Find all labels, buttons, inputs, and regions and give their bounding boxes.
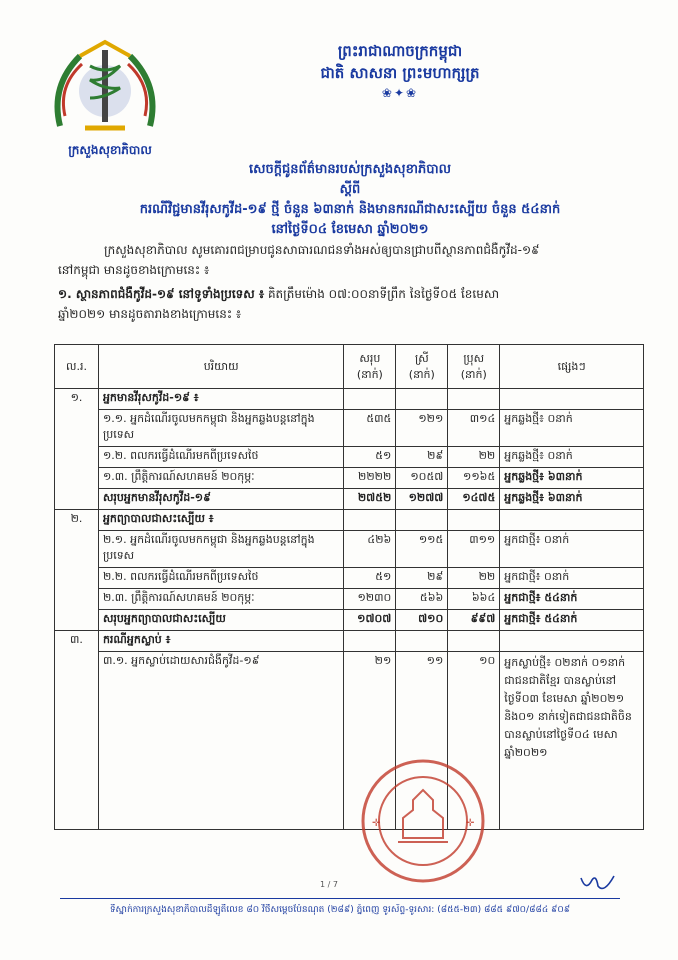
row-desc: ២.៣. ព្រឹត្តិការណ៍សហគមន៍ ២០កុម្ភៈ	[98, 589, 343, 610]
table-row	[55, 510, 644, 531]
row-desc: ១.២. ពលករធ្វើដំណើរមកពីប្រទេសថៃ	[98, 447, 343, 468]
header-no: ល.រ.	[55, 345, 99, 389]
row-male: ១០	[448, 652, 500, 830]
table-row	[55, 589, 644, 610]
row-total: ១២៣០	[344, 589, 396, 610]
ministry-label: ក្រសួងសុខាភិបាល	[68, 143, 152, 157]
sum-male: ៩៩៧	[448, 610, 500, 631]
table-row	[55, 652, 644, 830]
row-total: ៥៣៥	[344, 410, 396, 447]
svg-text:✛: ✛	[466, 818, 475, 829]
table-row	[55, 531, 644, 568]
row-male: ២២	[448, 568, 500, 589]
section-1-text-2: ឆ្នាំ២០២១ មានដូចតារាងខាងក្រោមនេះ ៖	[58, 307, 242, 321]
official-seal-icon	[358, 756, 488, 886]
title-line-4: នៅថ្ងៃទី០៤ ខែមេសា ឆ្នាំ២០២១	[271, 222, 429, 237]
sum-total: ១៧០៧	[344, 610, 396, 631]
row-total: ៤២៦	[344, 531, 396, 568]
kingdom-line: ព្រះរាជាណាចក្រកម្ពុជា	[337, 42, 463, 60]
title-line-2: ស្ដីពី	[339, 182, 361, 197]
row-female: ២៩	[396, 447, 448, 468]
row-desc: ១.១. អ្នកដំណើរចូលមកកម្ពុជា និងអ្នកឆ្លងបន្តនៅក្នុងប្រទេស	[98, 410, 343, 447]
group-2-no: ២.	[55, 510, 99, 631]
signature-icon	[578, 872, 618, 894]
row-desc: ៣.១. អ្នកស្លាប់ដោយសារជំងឺកូវីដ-១៩	[98, 652, 343, 830]
row-other: អ្នកឆ្លងថ្មី៖ ៦៣នាក់	[500, 468, 644, 489]
title-line-1: សេចក្ដីជូនព័ត៌មានរបស់ក្រសួងសុខាភិបាល	[249, 162, 451, 177]
table-sum-row	[55, 489, 644, 510]
ministry-emblem-icon	[40, 36, 170, 138]
sum-female: ១២៧៧	[396, 489, 448, 510]
table-row	[55, 468, 644, 489]
footer-address: ទីស្នាក់ការក្រសួងសុខាភិបាលដីឡូតិ៍លេខ ៨០ វិថីសម្ដេចប៉ែនណុត (២៨៩) ភ្នំពេញ ទូរស័ព្ទ-ទូរសារ: (៨៥៥-២៣) ៨៨៥ ៩៧០/៨៨៤ ៩០៩	[109, 905, 571, 915]
motto-line: ជាតិ សាសនា ព្រះមហាក្សត្រ	[320, 64, 480, 82]
row-desc: ១.៣. ព្រឹត្តិការណ៍សហគមន៍ ២០កុម្ភៈ	[98, 468, 343, 489]
row-male: ៦៦៤	[448, 589, 500, 610]
table-header-row	[55, 345, 644, 389]
header-total: សរុប (នាក់)	[344, 345, 396, 389]
footer-divider	[60, 898, 620, 899]
header-other: ផ្សេងៗ	[500, 345, 644, 389]
row-other: អ្នកជាថ្មី៖ ០នាក់	[500, 568, 644, 589]
row-total: ២២២២	[344, 468, 396, 489]
row-female: ២៩	[396, 568, 448, 589]
kingdom-heading	[240, 40, 560, 102]
header-description: បរិយាយ	[98, 345, 343, 389]
row-female: ១១	[396, 652, 448, 830]
row-desc: ២.១. អ្នកដំណើរចូលមកកម្ពុជា និងអ្នកឆ្លងបន្តនៅក្នុងប្រទេស	[98, 531, 343, 568]
row-male: ៣១១	[448, 531, 500, 568]
table-row	[55, 410, 644, 447]
sum-total: ២៧៥២	[344, 489, 396, 510]
row-male: ៣១៤	[448, 410, 500, 447]
row-female: ១១៥	[396, 531, 448, 568]
page-number: 1 / 7	[320, 880, 338, 889]
table-sum-row	[55, 610, 644, 631]
row-other: អ្នកជាថ្មី៖ ០នាក់	[500, 531, 644, 568]
sum-male: ១៤៧៥	[448, 489, 500, 510]
ornament: ❀✦❀	[381, 86, 419, 100]
row-desc: ២.២. ពលករធ្វើដំណើរមកពីប្រទេសថៃ	[98, 568, 343, 589]
covid-status-table	[54, 344, 644, 830]
section-1-title: ១. ស្ថានភាពជំងឺកូវីដ-១៩ នៅទូទាំងប្រទេស ៖	[58, 287, 265, 301]
table-row	[55, 389, 644, 410]
table-row	[55, 631, 644, 652]
row-other: អ្នកស្លាប់ថ្មី៖ ០២នាក់ ០១នាក់ ជាជនជាតិខ្មែរ បានស្លាប់នៅថ្ងៃទី០៣ ខែមេសា ឆ្នាំ២០២១ និង០១ នាក់ទៀតជាជនជាតិចិន បានស្លាប់នៅថ្ងៃទី០៤ មេសា ឆ្នាំ២០២១	[500, 652, 644, 830]
row-male: ១១៦៥	[448, 468, 500, 489]
group-2-title: អ្នកព្យាបាលជាសះស្បើយ ៖	[98, 510, 343, 531]
table-row	[55, 568, 644, 589]
row-total: ៥១	[344, 447, 396, 468]
table-row	[55, 447, 644, 468]
sum-other: អ្នកជាថ្មី៖ ៥៤នាក់	[500, 610, 644, 631]
row-other: អ្នកជាថ្មី៖ ៥៤នាក់	[500, 589, 644, 610]
header-female: ស្រី (នាក់)	[396, 345, 448, 389]
row-total: ៥១	[344, 568, 396, 589]
row-female: ១២១	[396, 410, 448, 447]
row-total: ២១	[344, 652, 396, 830]
svg-text:✛: ✛	[372, 818, 381, 829]
row-other: អ្នកឆ្លងថ្មី៖ ០នាក់	[500, 410, 644, 447]
sum-female: ៧១០	[396, 610, 448, 631]
group-3-title: ករណីអ្នកស្លាប់ ៖	[98, 631, 343, 652]
group-1-no: ១.	[55, 389, 99, 510]
section-1-heading	[58, 284, 648, 324]
intro-line-2: នៅកម្ពុជា មានដូចខាងក្រោមនេះ ៖	[58, 263, 210, 277]
title-line-3: ករណីវិជ្ជមានវីរុសកូវីដ-១៩ ថ្មី ចំនួន ៦៣នាក់ និងមានករណីជាសះស្បើយ ចំនួន ៥៤នាក់	[139, 202, 561, 217]
document-title	[60, 160, 640, 240]
intro-line-1: ក្រសួងសុខាភិបាល សូមគោរពជម្រាបជូនសាធារណជនទាំងអស់ឲ្យបានជ្រាបពីស្ថានភាពជំងឺកូវីដ-១៩	[104, 243, 540, 257]
sum-desc: សរុបអ្នកព្យាបាលជាសះស្បើយ	[98, 610, 343, 631]
header-male: ប្រុស (នាក់)	[448, 345, 500, 389]
intro-paragraph	[58, 240, 638, 280]
section-1-text-1: គិតត្រឹមម៉ោង ០៧:០០នាទីព្រឹក នៃថ្ងៃទី០៥ ខែមេសា	[264, 287, 500, 301]
row-male: ២២	[448, 447, 500, 468]
sum-desc: សរុបអ្នកមានវីរុសកូវីដ-១៩	[98, 489, 343, 510]
sum-other: អ្នកឆ្លងថ្មី៖ ៦៣នាក់	[500, 489, 644, 510]
row-other: អ្នកឆ្លងថ្មី៖ ០នាក់	[500, 447, 644, 468]
group-1-title: អ្នកមានវីរុសកូវីដ-១៩ ៖	[98, 389, 343, 410]
row-female: ៥៦៦	[396, 589, 448, 610]
row-female: ១០៥៧	[396, 468, 448, 489]
group-3-no: ៣.	[55, 631, 99, 830]
